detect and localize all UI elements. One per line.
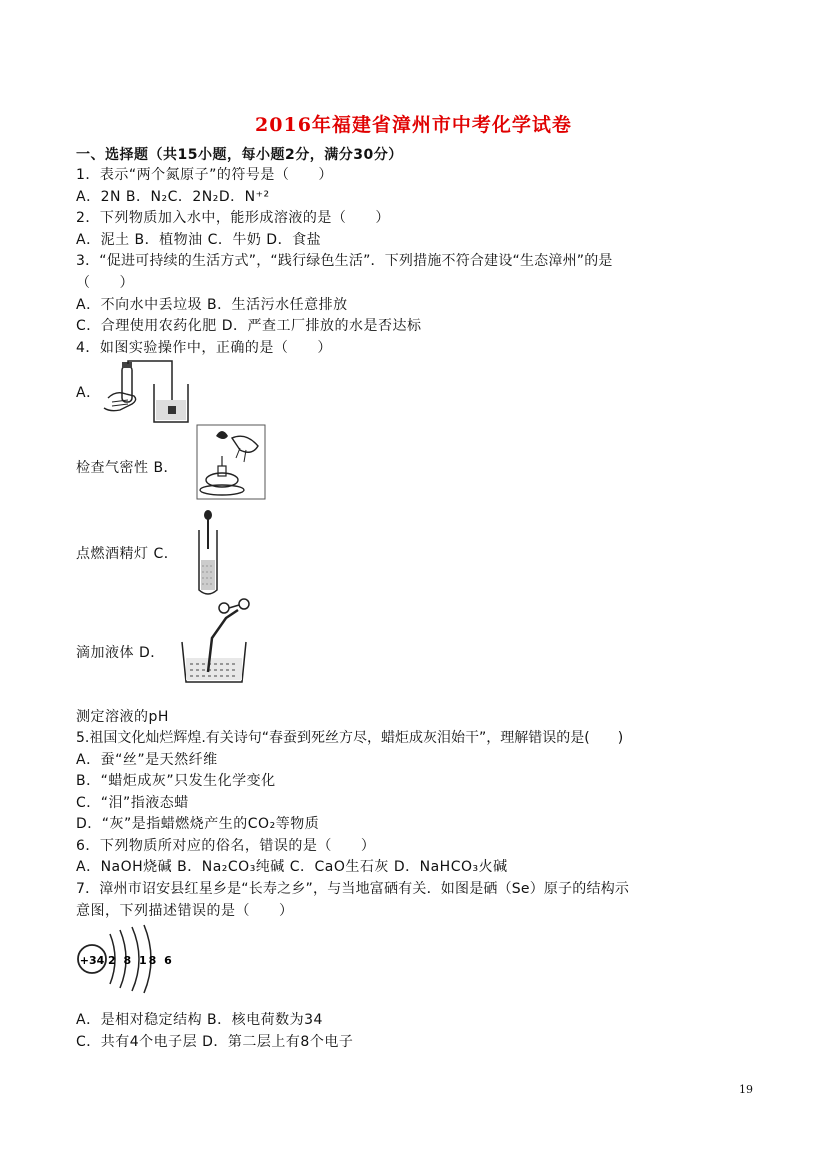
q4-stem: 4．如图实验操作中，正确的是（ ） — [76, 340, 332, 356]
q3-options-ab: A．不向水中丢垃圾 B．生活污水任意排放 — [76, 297, 348, 313]
q7-stem-continued: 意图，下列描述错误的是（ ） — [76, 903, 294, 919]
q6-options: A．NaOH烧碱 B．Na₂CO₃纯碱 C．CaO生石灰 D．NaHCO₃火碱 — [76, 859, 508, 875]
q7-options-cd: C．共有4个电子层 D．第二层上有8个电子 — [76, 1034, 354, 1050]
q4-caption-d: 测定溶液的pH — [76, 709, 169, 725]
page-number: 19 — [739, 1083, 753, 1096]
q3-stem: 3．“促进可持续的生活方式”，“践行绿色生活”．下列措施不符合建设“生态漳州”的是 — [76, 253, 613, 269]
q3-options-cd: C．合理使用农药化肥 D．严查工厂排放的水是否达标 — [76, 318, 422, 334]
q5-option-c: C．“泪”指液态蜡 — [76, 795, 189, 811]
q2-options: A．泥土 B．植物油 C．牛奶 D．食盐 — [76, 232, 322, 248]
nucleus-label: +34 — [79, 954, 105, 967]
q5-option-a: A．蚕“丝”是天然纤维 — [76, 752, 218, 768]
q4-caption-b: 点燃酒精灯 C． — [76, 546, 179, 562]
ph-measure-figure — [180, 598, 252, 684]
q2-stem: 2．下列物质加入水中，能形成溶液的是（ ） — [76, 210, 390, 226]
q5-stem: 5.祖国文化灿烂辉煌.有关诗句“春蚕到死丝方尽，蜡炬成灰泪始干”，理解错误的是( ) — [76, 730, 624, 746]
selenium-atom-structure-figure — [74, 924, 174, 994]
q7-options-ab: A．是相对稳定结构 B．核电荷数为34 — [76, 1012, 323, 1028]
q4-option-a: A． — [76, 385, 101, 401]
page-title: 2016年福建省漳州市中考化学试卷 — [255, 114, 572, 136]
q1-stem: 1．表示“两个氮原子”的符号是（ ） — [76, 167, 333, 183]
q5-option-d: D．“灰”是指蜡燃烧产生的CO₂等物质 — [76, 816, 320, 832]
q6-stem: 6．下列物质所对应的俗名，错误的是（ ） — [76, 838, 376, 854]
q1-options: A．2N B．N₂C．2N₂D．N⁺² — [76, 189, 270, 205]
q4-caption-a: 检查气密性 B． — [76, 460, 179, 476]
alcohol-lamp-figure — [196, 424, 266, 500]
q4-caption-c: 滴加液体 D． — [76, 645, 165, 661]
q5-option-b: B．“蜡炬成灰”只发生化学变化 — [76, 773, 276, 789]
q3-stem-continued: （ ） — [76, 275, 134, 291]
electron-shells-label: 2 8 18 6 — [108, 954, 174, 967]
section-heading: 一、选择题（共15小题，每小题2分，满分30分） — [76, 147, 403, 163]
dropping-liquid-figure — [196, 510, 220, 598]
q7-stem: 7．漳州市诏安县红星乡是“长寿之乡”，与当地富硒有关．如图是硒（Se）原子的结构示 — [76, 881, 630, 897]
airtightness-check-figure — [98, 360, 194, 424]
